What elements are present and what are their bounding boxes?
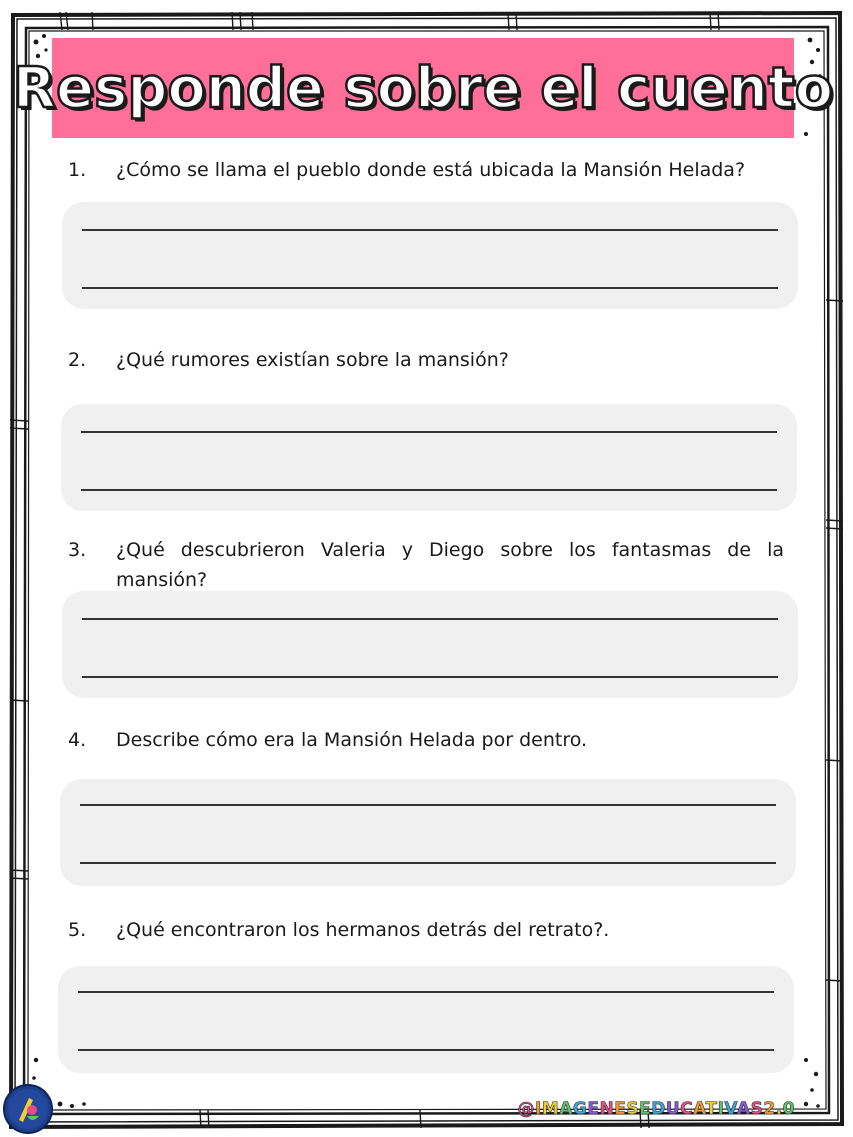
watermark-text: @IMAGENESEDUCATIVAS2.0 [517,1099,795,1119]
question-1 [68,155,784,185]
answer-box-2[interactable] [61,404,797,511]
question-text: ¿Qué rumores existían sobre la mansión? [116,349,509,371]
question-text: Describe cómo era la Mansión Helada por dentro. [116,729,588,751]
question-2 [68,345,784,375]
question-text: ¿Qué descubrieron Valeria y Diego sobre los fantasmas de la mansión? [116,539,784,591]
answer-line [82,618,778,620]
answer-line [80,804,776,806]
answer-line [78,1049,774,1051]
brand-logo-icon [3,1084,53,1134]
answer-line [81,489,777,491]
answer-line [82,229,778,231]
question-4 [68,725,784,755]
answer-line [82,676,778,678]
question-text: ¿Qué encontraron los hermanos detrás del retrato?. [116,919,610,941]
question-3 [68,535,784,595]
question-number: 5. [68,919,87,941]
answer-line [81,431,777,433]
question-number: 4. [68,729,87,751]
answer-line [82,287,778,289]
answer-box-1[interactable] [62,202,798,309]
answer-box-3[interactable] [62,591,798,698]
page-title: Responde sobre el cuento [12,55,834,121]
question-number: 1. [68,159,87,181]
watermark-credit [517,1099,795,1119]
question-5 [68,915,784,945]
answer-line [80,862,776,864]
answer-line [78,991,774,993]
question-number: 2. [68,349,87,371]
question-number: 3. [68,539,87,561]
title-banner [12,38,834,138]
answer-box-4[interactable] [60,779,796,886]
question-text: ¿Cómo se llama el pueblo donde está ubicada la Mansión Helada? [116,159,746,181]
answer-box-5[interactable] [58,966,794,1073]
